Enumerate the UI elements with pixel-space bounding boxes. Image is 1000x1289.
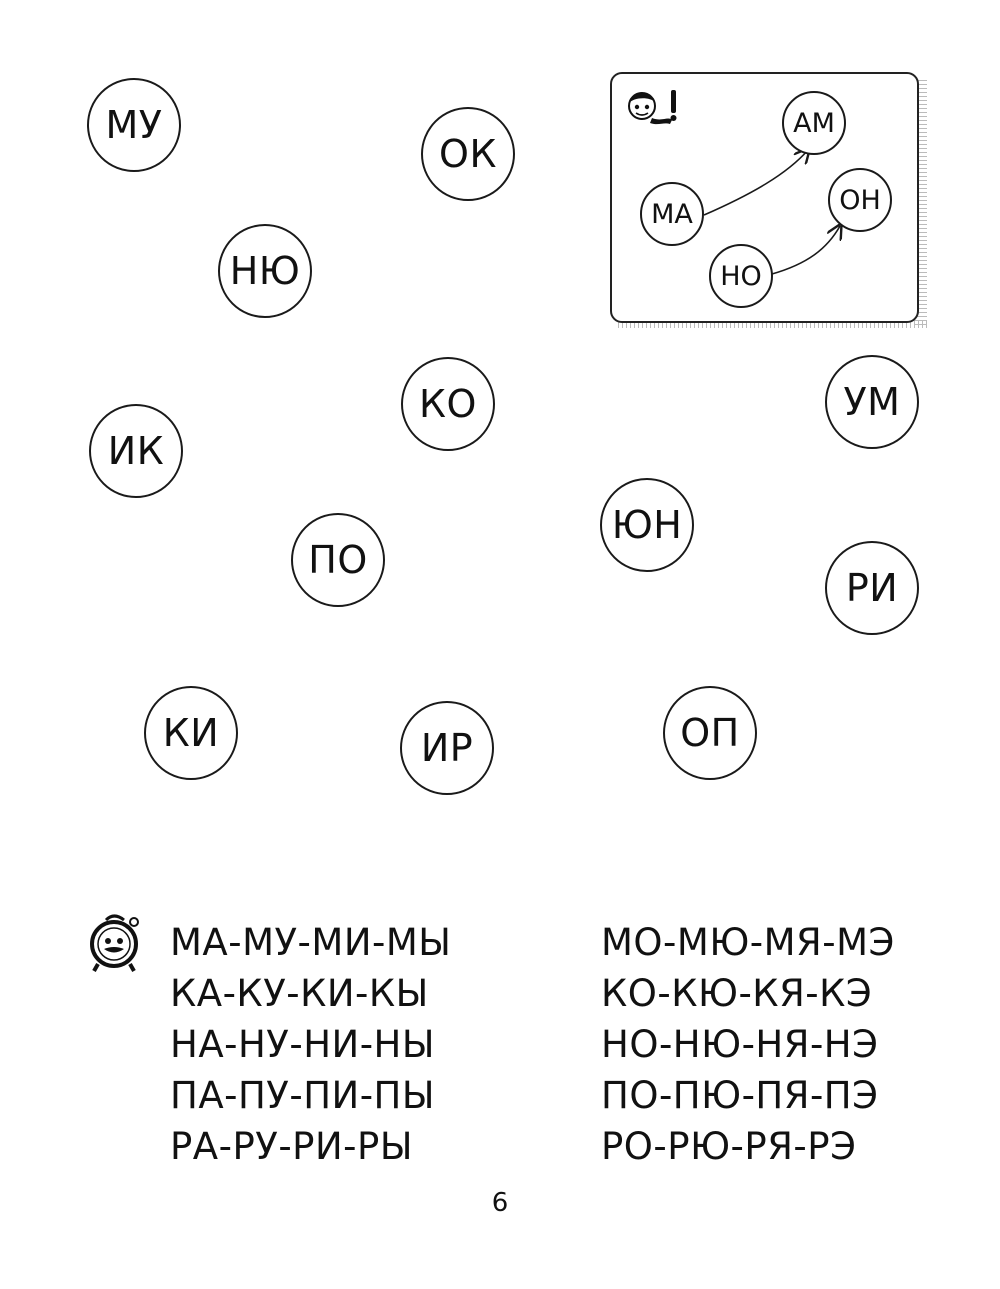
syllable-bubble: МУ <box>87 78 181 172</box>
boy-exclamation-icon <box>622 86 680 134</box>
syllable-bubble: ЮН <box>600 478 694 572</box>
example-bubble-from: НО <box>709 244 773 308</box>
syllable-row: РА-РУ-РИ-РЫ <box>170 1125 413 1168</box>
syllable-bubble: ПО <box>291 513 385 607</box>
syllable-row: КО-КЮ-КЯ-КЭ <box>601 972 873 1015</box>
syllable-row: МА-МУ-МИ-МЫ <box>170 921 452 964</box>
syllable-row: РО-РЮ-РЯ-РЭ <box>601 1125 857 1168</box>
syllable-bubble: НЮ <box>218 224 312 318</box>
example-bubble-to: ОН <box>828 168 892 232</box>
page-number: 6 <box>491 1188 509 1218</box>
syllable-bubble: ОП <box>663 686 757 780</box>
example-bubble-from: МА <box>640 182 704 246</box>
syllable-column-right <box>601 917 895 1172</box>
syllable-row: МО-МЮ-МЯ-МЭ <box>601 921 895 964</box>
syllable-bubble: ИР <box>400 701 494 795</box>
syllable-row: НА-НУ-НИ-НЫ <box>170 1023 436 1066</box>
syllable-row: КА-КУ-КИ-КЫ <box>170 972 429 1015</box>
example-box <box>610 72 919 323</box>
syllable-bubble: КИ <box>144 686 238 780</box>
syllable-row: ПА-ПУ-ПИ-ПЫ <box>170 1074 436 1117</box>
syllable-bubble: КО <box>401 357 495 451</box>
syllable-row: НО-НЮ-НЯ-НЭ <box>601 1023 879 1066</box>
syllable-bubble: РИ <box>825 541 919 635</box>
syllable-row: ПО-ПЮ-ПЯ-ПЭ <box>601 1074 879 1117</box>
example-bubble-to: АМ <box>782 91 846 155</box>
syllable-bubble: ИК <box>89 404 183 498</box>
syllable-bubble: ОК <box>421 107 515 201</box>
syllable-column-left <box>170 917 451 1172</box>
alarm-clock-icon <box>84 912 146 974</box>
syllable-bubble: УМ <box>825 355 919 449</box>
